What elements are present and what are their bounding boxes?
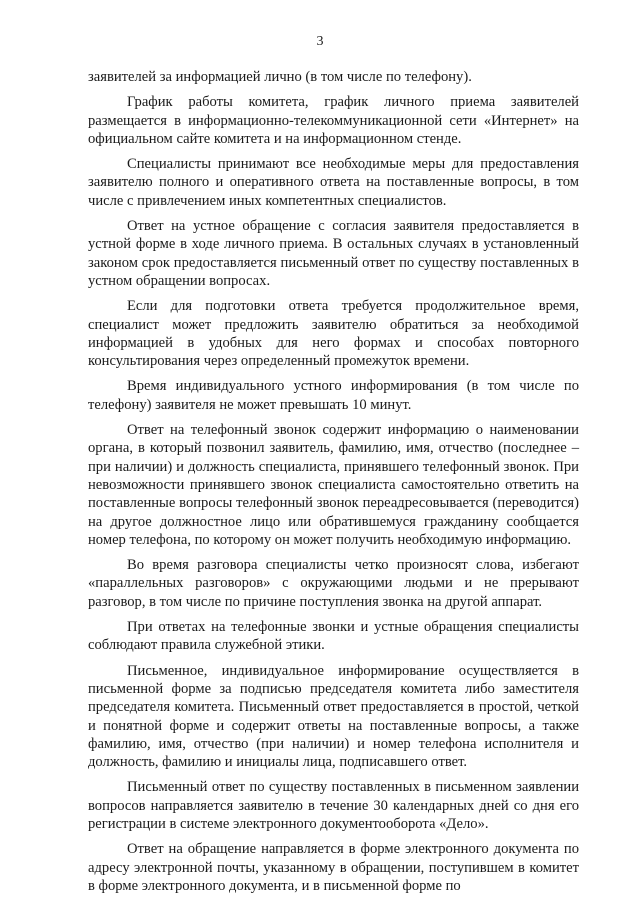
paragraph-service-ethics: При ответах на телефонные звонки и устные обращения специалисты соблюдают правила служебной этики.: [88, 619, 579, 654]
paragraph-long-preparation: Если для подготовки ответа требуется продолжительное время, специалист может предложить заявителю обратиться за необходимой информацией в удобных для него формах и способах повторного консультирования через определенный промежуток времени.: [88, 298, 579, 370]
paragraph-written-informing: Письменное, индивидуальное информирование осуществляется в письменной форме за подписью председателя комитета либо заместителя председателя комитета. Письменный ответ предоставляется в простой, четкой и понятной форме и содержит ответы на поставленные вопросы, а также фамилию, имя, отчество (при наличии) и номер телефона исполнителя и должность, фамилию и инициалы лица, подписавшего ответ.: [88, 662, 579, 771]
paragraph-oral-duration: Время индивидуального устного информирования (в том числе по телефону) заявителя не может превышать 10 минут.: [88, 378, 579, 413]
paragraph-specialists-measures: Специалисты принимают все необходимые меры для предоставления заявителю полного и оперативного ответа на поставленные вопросы, в том числе с привлечением иных компетентных специалистов.: [88, 156, 579, 209]
paragraph-conversation-rules: Во время разговора специалисты четко произносят слова, избегают «параллельных разговоров» с окружающими людьми и не прерывают разговор, в том числе по причине поступления звонка на другой аппарат.: [88, 557, 579, 610]
paragraph-phone-answer: Ответ на телефонный звонок содержит информацию о наименовании органа, в который позвонил заявитель, фамилию, имя, отчество (последнее – при наличии) и должность специалиста, принявшего телефонный звонок. При невозможности принявшего звонок специалиста самостоятельно ответить на поставленные вопросы телефонный звонок переадресовывается (переводится) на другое должностное лицо или обратившемуся гражданину сообщается номер телефона, по которому он может получить необходимую информацию.: [88, 422, 579, 548]
paragraph-schedule: График работы комитета, график личного приема заявителей размещается в информационно-телекоммуникационной сети «Интернет» на официальном сайте комитета и на информационном стенде.: [88, 94, 579, 147]
paragraph-continuation: заявителей за информацией лично (в том числе по телефону).: [88, 69, 472, 85]
document-body: [88, 68, 579, 902]
paragraph-written-deadline: Письменный ответ по существу поставленных в письменном заявлении вопросов направляется заявителю в течение 30 календарных дней со дня его регистрации в системе электронного документооборота «Дело».: [88, 779, 579, 832]
paragraph-oral-answer: Ответ на устное обращение с согласия заявителя предоставляется в устной форме в ходе личного приема. В остальных случаях в установленный законом срок предоставляется письменный ответ по существу поставленных в устном обращении вопросах.: [88, 218, 579, 289]
page-number: 3: [316, 34, 324, 49]
paragraph-electronic-answer: Ответ на обращение направляется в форме электронного документа по адресу электронной почты, указанному в обращении, поступившем в комитет в форме электронного документа, и в письменной форме по: [88, 841, 579, 894]
